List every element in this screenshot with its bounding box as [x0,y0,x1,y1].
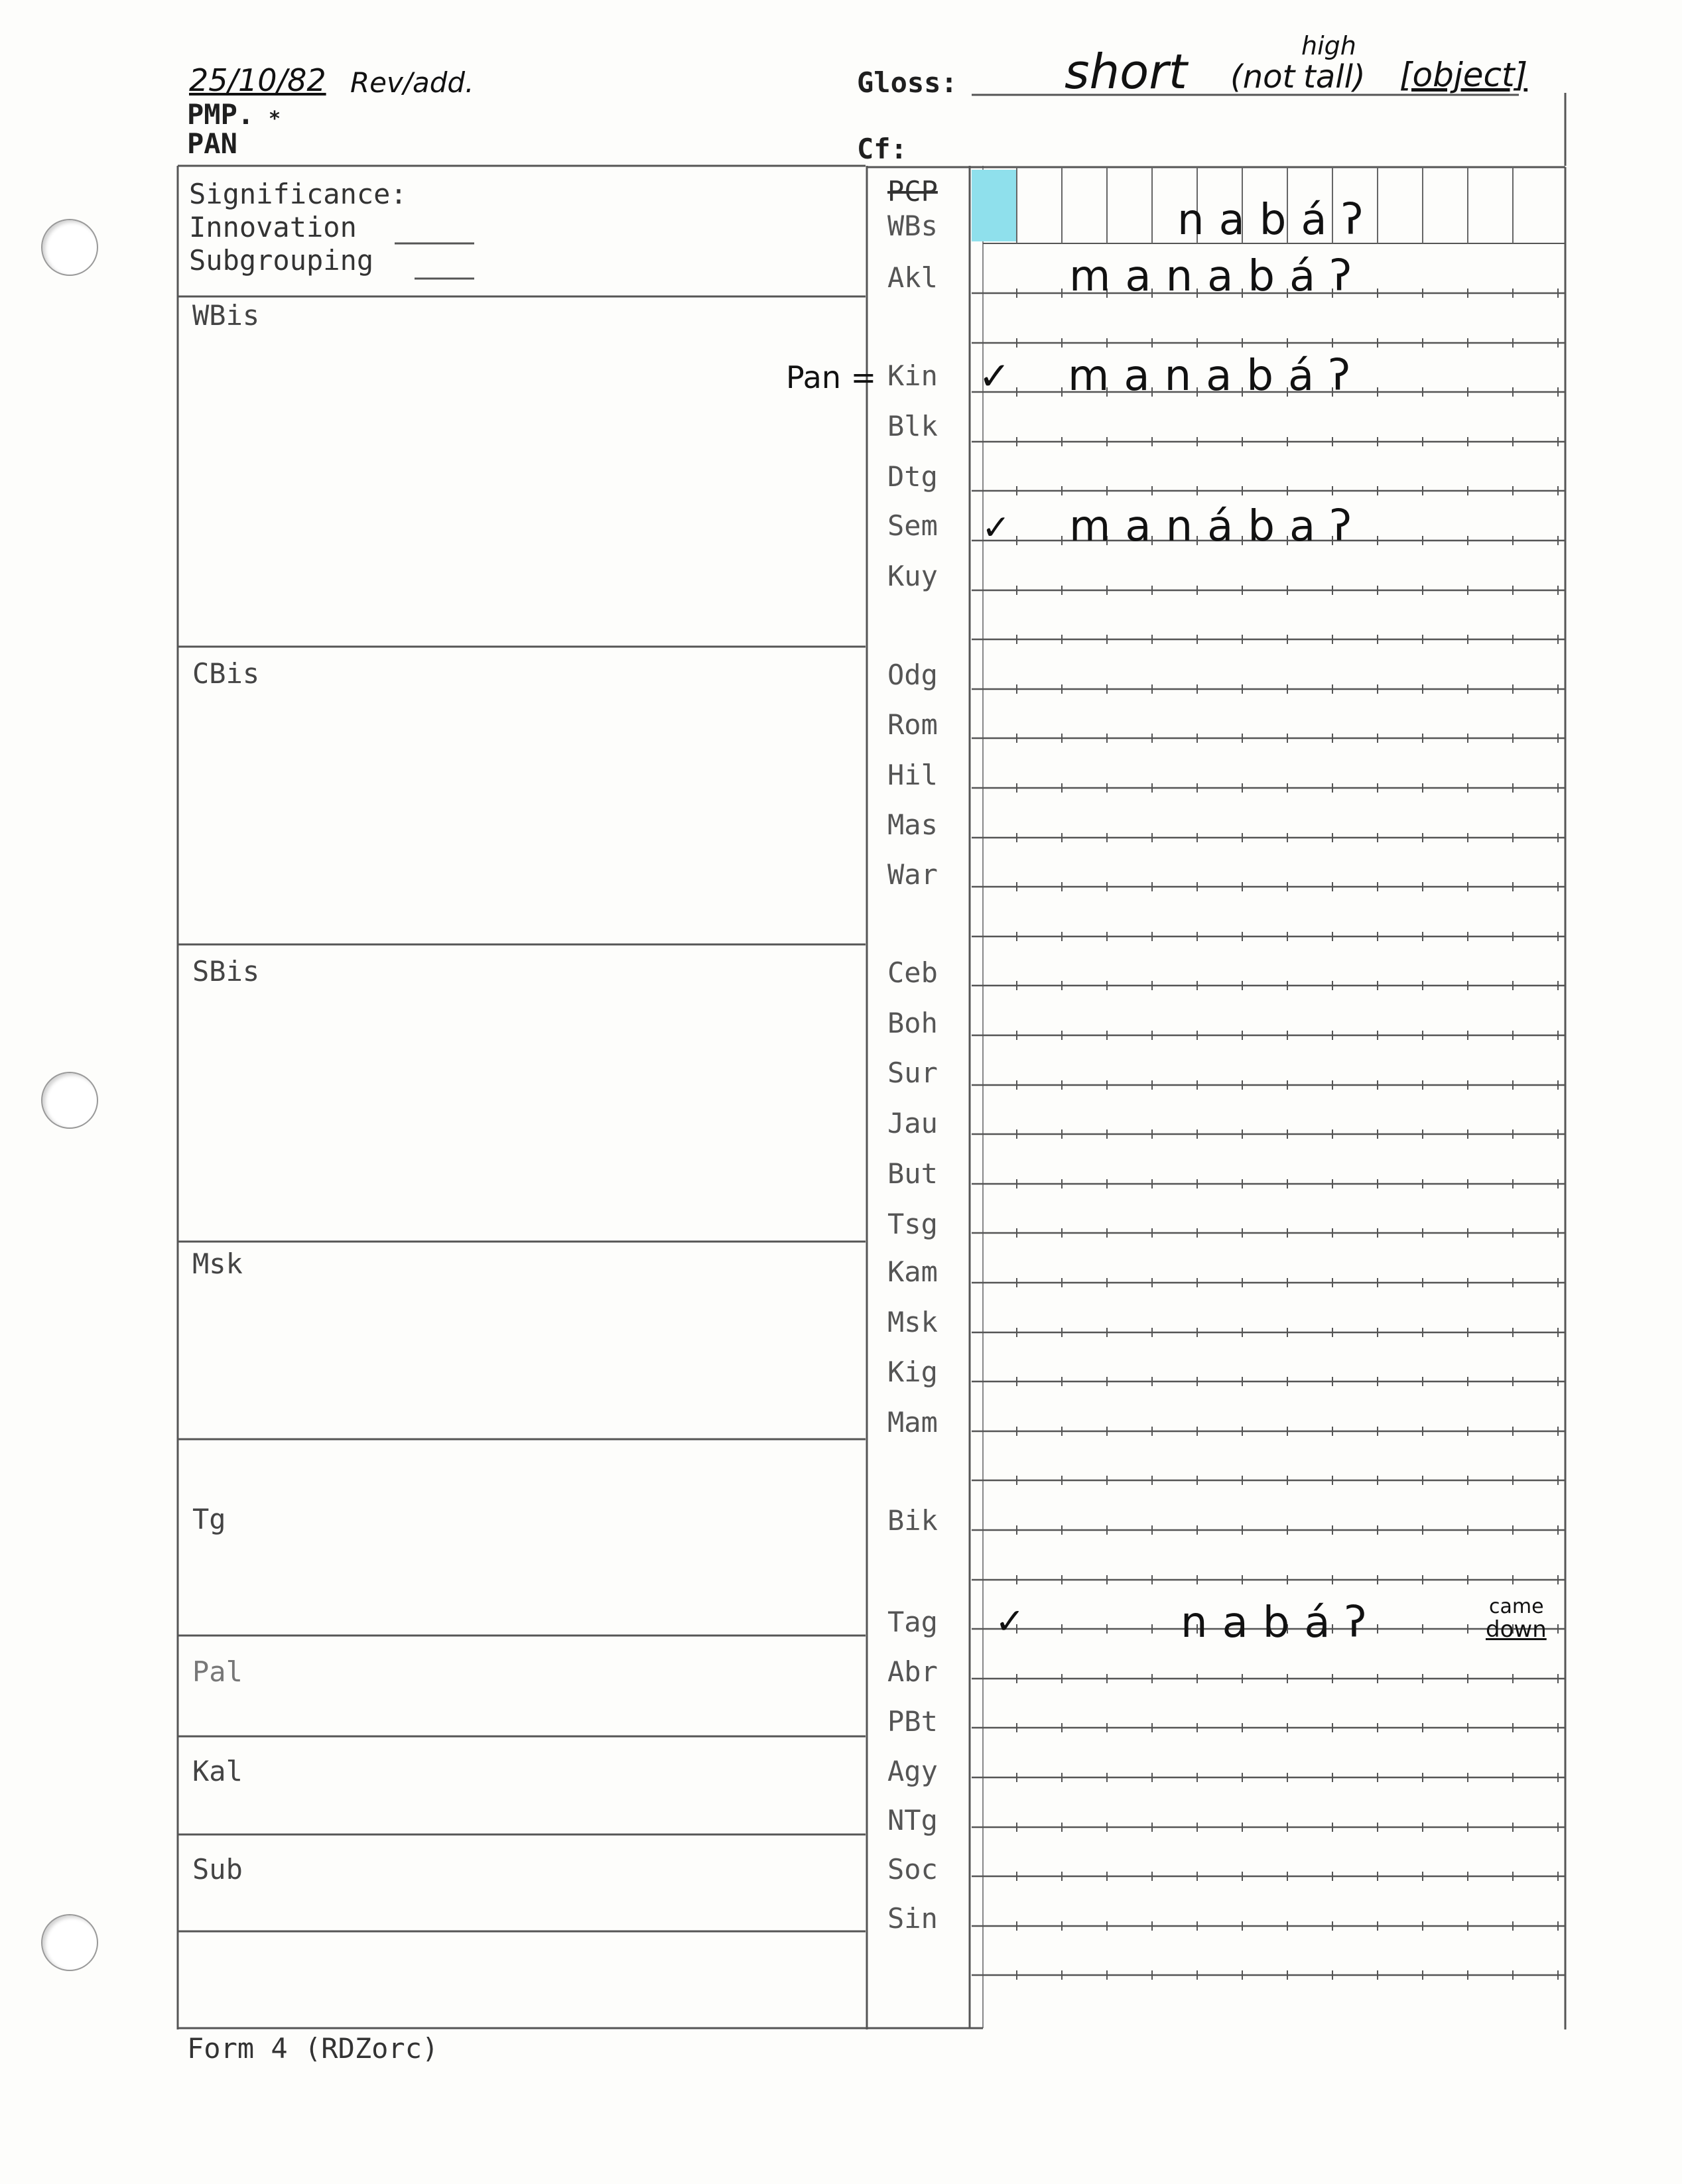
section-cbis: CBis [192,657,260,690]
pan-equals-note: Pan = [786,359,877,395]
pmp-mark: * [269,107,281,131]
pmp-label: PMP. [187,98,255,131]
lang-war: War [887,858,938,891]
pan-label: PAN [187,127,237,160]
gloss-label: Gloss: [857,66,958,99]
entry-sem-check: ✓ [982,508,1025,548]
entry-tag-check: ✓ [995,1600,1040,1642]
section-msk: Msk [192,1248,243,1280]
gloss-note-open: (not [1230,58,1295,96]
subgrouping-label: Subgrouping [189,244,374,277]
lang-tag: Tag [887,1606,938,1638]
lang-struck: PCP [887,175,938,208]
revision-note: Rev/add. [350,66,474,99]
entry-kin-check: ✓ [978,353,1025,399]
lang-sin: Sin [887,1902,938,1935]
lang-msk: Msk [887,1306,938,1338]
lang-rom: Rom [887,708,938,741]
lang-mam: Mam [887,1406,938,1439]
lang-tsg: Tsg [887,1208,938,1240]
lang-ntg: NTg [887,1804,938,1836]
lang-boh: Boh [887,1007,938,1039]
lang-jau: Jau [887,1107,938,1139]
entry-tag-note-down: down [1486,1616,1547,1643]
section-wbis: WBis [192,299,260,332]
lang-kam: Kam [887,1255,938,1288]
entry-sem: manábaʔ [1069,502,1366,551]
lang-ceb: Ceb [887,956,938,989]
lang-wbs: WBs [887,210,938,242]
section-kal: Kal [192,1755,243,1787]
date-stamp: 25/10/82 [189,62,326,98]
entry-tag-note-came: came [1489,1595,1544,1618]
lang-akl: Akl [887,261,938,294]
lang-kuy: Kuy [887,560,938,592]
lang-kin: Kin [887,359,938,392]
lang-abr: Abr [887,1655,938,1688]
gloss-note-tall: tall) [1303,58,1366,96]
section-sub: Sub [192,1853,243,1886]
gloss-value: short [1065,44,1188,99]
lang-but: But [887,1157,938,1190]
highlight-cell [972,170,1017,241]
entry-akl: manabáʔ [1069,252,1366,301]
lang-sem: Sem [887,509,938,542]
section-tg: Tg [192,1503,226,1535]
significance-title: Significance: [189,178,407,210]
innovation-label: Innovation [189,211,357,243]
section-pal: Pal [192,1655,243,1688]
entry-tag: nabáʔ [1181,1598,1382,1647]
lang-pbt: PBt [887,1705,938,1738]
lang-agy: Agy [887,1755,938,1787]
gloss-note-high: high [1301,31,1356,60]
cf-label: Cf: [857,133,907,165]
gloss-note-object: [object] [1399,56,1528,94]
form-footer: Form 4 (RDZorc) [187,2032,439,2065]
lang-blk: Blk [887,410,938,442]
lang-sur: Sur [887,1057,938,1089]
lang-odg: Odg [887,659,938,691]
entry-kin: manabáʔ [1068,352,1365,401]
lang-hil: Hil [887,759,938,791]
entry-wbs: nabáʔ [1177,196,1378,245]
lang-kig: Kig [887,1356,938,1388]
lang-bik: Bik [887,1504,938,1537]
lang-soc: Soc [887,1853,938,1886]
lang-mas: Mas [887,808,938,841]
section-sbis: SBis [192,955,260,988]
lang-dtg: Dtg [887,460,938,493]
